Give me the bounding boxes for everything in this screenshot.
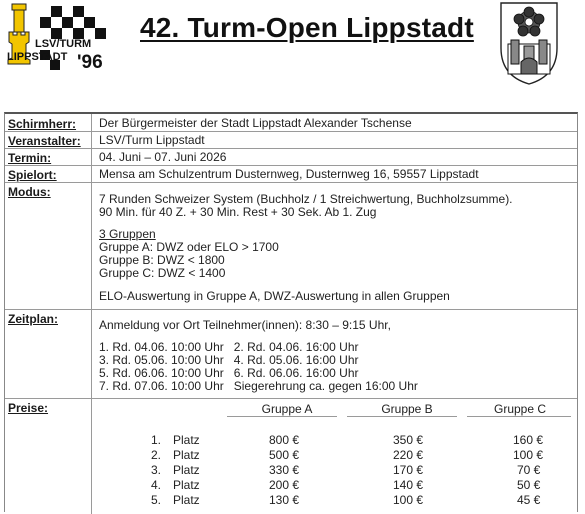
value-veranstalter: LSV/Turm Lippstadt <box>99 133 205 147</box>
prize-place-label: Platz <box>173 493 200 507</box>
modus-groups-title: 3 Gruppen <box>99 227 156 241</box>
label-zeitplan: Zeitplan: <box>8 312 58 326</box>
row-termin <box>5 149 577 166</box>
prize-value-group-c: 100 € <box>513 448 544 462</box>
value-schirmherr: Der Bürgermeister der Stadt Lippstadt Alexander Tschense <box>99 116 412 130</box>
prize-value-group-b: 100 € <box>393 493 424 507</box>
prize-value-group-c: 160 € <box>513 433 544 447</box>
prize-place-number: 4. <box>151 478 162 492</box>
label-termin: Termin: <box>8 151 52 165</box>
label-spielort: Spielort: <box>8 168 57 182</box>
zeitplan-round-line: 5. Rd. 06.06. 10:00 Uhr 6. Rd. 06.06. 16:00 Uhr <box>99 366 359 380</box>
modus-rating-note: ELO-Auswertung in Gruppe A, DWZ-Auswertung in allen Gruppen <box>99 289 450 303</box>
prize-value-group-c: 50 € <box>517 478 541 492</box>
zeitplan-round-line: 1. Rd. 04.06. 10:00 Uhr 2. Rd. 04.06. 16:00 Uhr <box>99 340 359 354</box>
zeitplan-round-line: 7. Rd. 07.06. 10:00 Uhr Siegerehrung ca. gegen 16:00 Uhr <box>99 379 418 393</box>
row-veranstalter <box>5 132 577 149</box>
label-schirmherr: Schirmherr: <box>8 117 77 131</box>
prize-value-group-b: 350 € <box>393 433 424 447</box>
modus-group-b: Gruppe B: DWZ < 1800 <box>99 253 225 267</box>
modus-group-c: Gruppe C: DWZ < 1400 <box>99 266 226 280</box>
zeitplan-round-line: 3. Rd. 05.06. 10:00 Uhr 4. Rd. 05.06. 16:00 Uhr <box>99 353 359 367</box>
row-schirmherr <box>5 114 577 132</box>
prize-value-group-a: 130 € <box>269 493 300 507</box>
value-termin: 04. Juni – 07. Juni 2026 <box>99 150 227 164</box>
prize-value-group-c: 70 € <box>517 463 541 477</box>
logo-text-city: LIPPSTADT <box>7 51 68 63</box>
castle-icon <box>508 40 550 74</box>
prize-place-label: Platz <box>173 478 200 492</box>
prize-value-group-a: 330 € <box>269 463 300 477</box>
label-veranstalter: Veranstalter: <box>8 134 81 148</box>
row-spielort <box>5 166 577 183</box>
page-header <box>0 0 585 96</box>
page-title: 42. Turm-Open Lippstadt <box>140 12 474 43</box>
label-preise: Preise: <box>8 401 49 415</box>
label-modus: Modus: <box>8 185 51 199</box>
prize-place-label: Platz <box>173 433 200 447</box>
prize-value-group-a: 500 € <box>269 448 300 462</box>
prize-col-header-group-b: Gruppe B <box>381 402 433 416</box>
prize-place-label: Platz <box>173 463 200 477</box>
prize-place-number: 2. <box>151 448 162 462</box>
prize-value-group-c: 45 € <box>517 493 541 507</box>
row-preise <box>5 399 577 514</box>
modus-system: 7 Runden Schweizer System (Buchholz / 1 Streichwertung, Buchholzsumme). <box>99 192 513 206</box>
prize-col-header-group-a: Gruppe A <box>261 402 313 416</box>
prize-place-number: 3. <box>151 463 162 477</box>
prize-value-group-b: 170 € <box>393 463 424 477</box>
prize-value-group-b: 140 € <box>393 478 424 492</box>
modus-time-control: 90 Min. für 40 Z. + 30 Min. Rest + 30 Sek. Ab 1. Zug <box>99 205 377 219</box>
prize-place-number: 1. <box>151 433 162 447</box>
row-modus <box>5 183 577 310</box>
tournament-info-table <box>4 112 578 512</box>
zeitplan-registration: Anmeldung vor Ort Teilnehmer(innen): 8:30 – 9:15 Uhr, <box>99 318 391 332</box>
prize-place-number: 5. <box>151 493 162 507</box>
logo-text-year: '96 <box>77 52 103 72</box>
modus-group-a: Gruppe A: DWZ oder ELO > 1700 <box>99 240 279 254</box>
club-logo <box>5 2 117 72</box>
prize-value-group-a: 200 € <box>269 478 300 492</box>
prize-place-label: Platz <box>173 448 200 462</box>
prize-col-header-group-c: Gruppe C <box>493 402 547 416</box>
prize-value-group-b: 220 € <box>393 448 424 462</box>
value-spielort: Mensa am Schulzentrum Dusternweg, Dusternweg 16, 59557 Lippstadt <box>99 167 479 181</box>
city-coat-of-arms <box>498 0 560 86</box>
row-zeitplan <box>5 310 577 399</box>
prize-value-group-a: 800 € <box>269 433 300 447</box>
logo-text-club: LSV/TURM <box>35 38 92 50</box>
